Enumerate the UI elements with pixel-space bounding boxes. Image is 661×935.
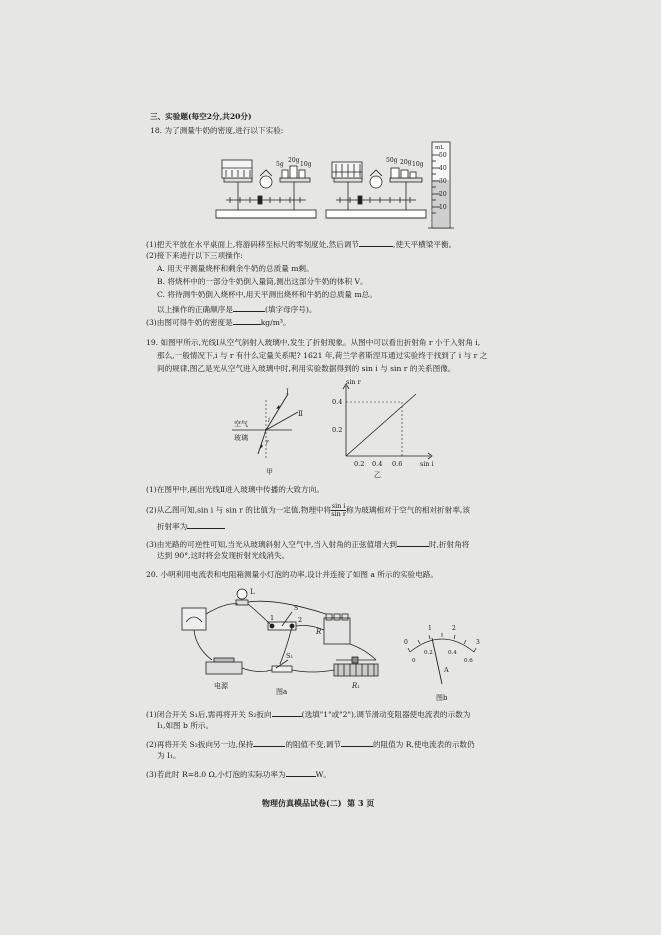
- weight-right-1: 50g: [386, 157, 398, 164]
- cylinder-tick-40: 40: [439, 165, 447, 172]
- balance-right: [326, 162, 426, 218]
- q19-blank-1[interactable]: [187, 520, 225, 529]
- weight-right-2: 20g: [400, 159, 412, 166]
- label-angle-r: r: [266, 439, 269, 446]
- label-2: 2: [298, 616, 303, 624]
- q20-part3: (3)若此时 R=8.0 Ω,小灯泡的实际功率为 W。: [146, 770, 331, 779]
- q18-option-a: A. 用天平测量烧杯和剩余牛奶的总质量 m剩。: [157, 264, 314, 273]
- cylinder-tick-30: 30: [439, 178, 447, 185]
- label-S: S: [294, 605, 299, 612]
- x-axis-label: sin i: [420, 460, 434, 468]
- q20-blank-2[interactable]: [253, 738, 285, 747]
- q18-blank-2[interactable]: [233, 303, 265, 312]
- q19-line3: 间的规律,图乙是光从空气进入玻璃中时,利用实验数据得到的 sin i 与 sin r 的关系图像。: [157, 364, 456, 373]
- q19-part1: (1)在图甲中,画出光线Ⅱ进入玻璃中传播的大致方向。: [146, 485, 324, 494]
- caption-yi: 乙: [374, 471, 381, 479]
- weight-right-3: 10g: [412, 161, 424, 168]
- y-axis-label: sin r: [346, 378, 361, 386]
- q18-balance-figure: [210, 140, 460, 232]
- q20-blank-3[interactable]: [341, 738, 373, 747]
- q20-blank-4[interactable]: [286, 768, 316, 777]
- data-line: [346, 394, 416, 456]
- balance-left: [216, 160, 316, 218]
- section-title: 三、实验题(每空2分,共20分): [150, 112, 252, 121]
- footer: [262, 798, 374, 808]
- y-tick-0.4: 0.4: [332, 398, 343, 406]
- label-R1: R₁: [352, 682, 361, 690]
- q19-figure-b: [330, 380, 440, 478]
- bulb: [237, 589, 247, 599]
- q20-ammeter-dial: [402, 618, 482, 702]
- power-supply: [206, 662, 242, 674]
- dial-top-3: 3: [476, 639, 480, 646]
- q18-option-c: C. 将待测牛奶倒入烧杯中,用天平测出烧杯和牛奶的总质量 m总。: [157, 290, 377, 299]
- q20-part1-cont: I₁,如图 b 所示。: [157, 721, 214, 730]
- x-tick-0.4: 0.4: [372, 460, 383, 468]
- dial-top-1: 1: [428, 625, 432, 632]
- weight-left-1: 5g: [276, 161, 284, 168]
- q20-circuit-figure: [176, 584, 386, 696]
- label-1: 1: [270, 614, 275, 622]
- q19-part3-cont: 达到 90°,这时将会发现折射光线消失。: [157, 551, 290, 560]
- q20-blank-1[interactable]: [272, 708, 302, 717]
- q20-stem: 20. 小明利用电流表和电阻箱测量小灯泡的功率,设计并连接了如图 a 所示的实验电路。: [146, 570, 439, 579]
- label-angle-i: i: [268, 417, 270, 424]
- label-air: 空气: [234, 420, 248, 428]
- cylinder-unit: mL: [435, 145, 444, 151]
- q18-part3: (3)由图可得牛奶的密度是 kg/m³。: [146, 318, 291, 327]
- label-S1: S₁: [286, 652, 294, 660]
- q19-line1: 19. 如图甲所示,光线Ⅰ从空气斜射入玻璃中,发生了折射现象。从图中可以看出折射角 r 小于入射角 i,: [146, 338, 481, 347]
- y-tick-0.2: 0.2: [332, 426, 343, 434]
- caption-jia: 甲: [266, 468, 273, 476]
- q20-part2-cont: 为 I₁。: [157, 751, 181, 760]
- dial-top-2: 2: [452, 625, 456, 632]
- label-power: 电源: [214, 682, 228, 690]
- x-tick-0.6: 0.6: [392, 460, 403, 468]
- q18-part1: (1)把天平放在水平桌面上,将游码移至标尺的零刻度处,然后调节 ,使天平横梁平衡。: [146, 240, 457, 249]
- footer-title: 物理仿真模品试卷(二): [262, 798, 342, 808]
- dial-bottom-0: 0: [412, 658, 416, 664]
- q18-part2: (2)接下来进行以下三项操作:: [146, 251, 243, 260]
- needle: [432, 638, 442, 684]
- q20-part2: (2)再将开关 S₂扳向另一边,保持 的阻值不变,调节 的阻值为 R,使电流表的示数仍: [146, 740, 475, 749]
- q18-blank-1[interactable]: [359, 238, 393, 247]
- page-number: 第 3 页: [347, 798, 375, 808]
- dial-bottom-0.6: 0.6: [464, 658, 473, 664]
- q18-blank-3[interactable]: [233, 316, 261, 325]
- ammeter: [182, 608, 206, 630]
- x-tick-0.2: 0.2: [354, 460, 365, 468]
- label-R: R: [316, 628, 322, 636]
- caption-fig-b: 图b: [436, 694, 448, 702]
- weight-left-2: 20g: [288, 157, 300, 164]
- cylinder-tick-10: 10: [439, 204, 447, 211]
- q20-part1: (1)闭合开关 S₁后,需再将开关 S₂扳向 (选填"1"或"2"),调节滑动变阻器使电流表的示数为: [146, 710, 471, 719]
- switch-s1: [272, 666, 292, 672]
- q19-figure-a: [232, 386, 312, 476]
- dial-unit: A: [444, 666, 449, 674]
- weight-left-3: 10g: [300, 161, 312, 168]
- label-ray-1: Ⅰ: [286, 388, 289, 396]
- q19-part2-cont: 折射率为: [157, 520, 225, 532]
- q18-order: 以上操作的正确顺序是 (填字母序号)。: [157, 305, 317, 314]
- q19-blank-2[interactable]: [397, 538, 429, 547]
- label-glass: 玻璃: [234, 434, 248, 442]
- dial-top-0: 0: [404, 639, 408, 646]
- label-ray-2: Ⅱ: [298, 410, 303, 418]
- resistance-box: [324, 618, 350, 644]
- cylinder-tick-50: 50: [439, 152, 447, 159]
- q19-part2: (2)从乙图可知,sin i 与 sin r 的比值为一定值,物理中将 $\frac{\text{sin i}}{\text{sin r}}$ 称为玻璃相对于空气的相对折射率,该: [146, 502, 470, 518]
- dial-bottom-0.2: 0.2: [424, 650, 433, 656]
- fraction-sin-i-sin-r: $\frac{\text{sin i}}{\text{sin r}}$: [331, 502, 347, 518]
- cylinder-tick-20: 20: [439, 191, 447, 198]
- caption-fig-a: 图a: [276, 688, 288, 696]
- q19-line2: 那么,一般情况下,i 与 r 有什么定量关系呢? 1621 年,荷兰学者斯涅耳通过实验终于找到了 i 与 r 之: [157, 351, 488, 360]
- label-L: L: [250, 588, 255, 596]
- q19-part3: (3)由光路的可逆性可知,当光从玻璃斜射入空气中,当入射角的正弦值增大到 时,折射角将: [146, 540, 470, 549]
- dial-bottom-0.4: 0.4: [448, 650, 457, 656]
- q18-stem: 18. 为了测量牛奶的密度,进行以下实验:: [150, 126, 284, 135]
- q18-option-b: B. 将烧杯中的一部分牛奶倒入量筒,测出这部分牛奶的体积 V。: [157, 277, 368, 286]
